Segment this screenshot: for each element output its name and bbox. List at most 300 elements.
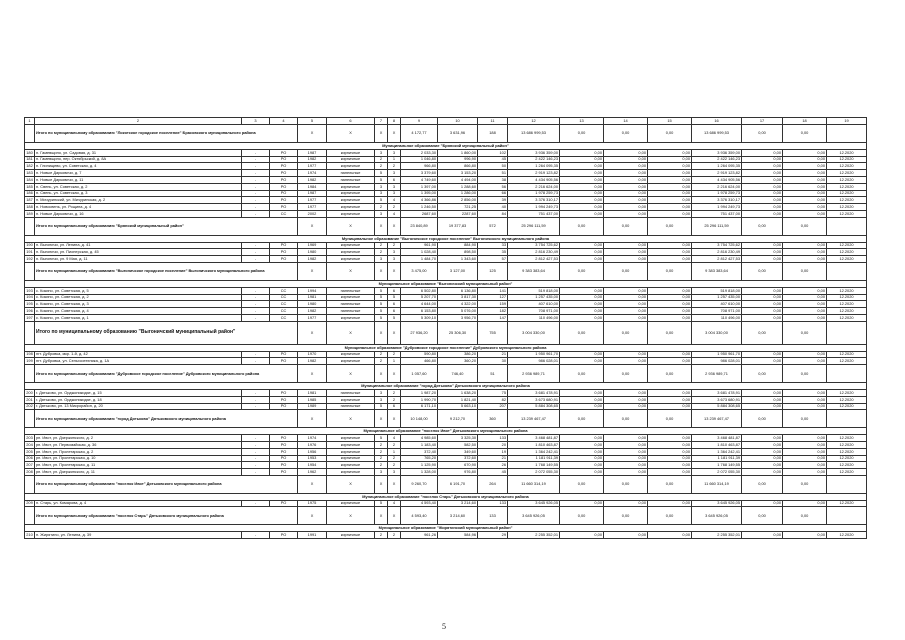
table-cell: 1 810 463,87	[692, 441, 742, 448]
table-cell: 264	[478, 475, 508, 493]
table-cell: 986 028,01	[508, 358, 560, 365]
table-cell: 1977	[298, 163, 327, 170]
table-cell: 1 257 435,00	[692, 294, 742, 301]
table-cell: 12.2020	[827, 469, 867, 476]
table-cell: 3	[375, 210, 388, 217]
table-cell: 19	[478, 448, 508, 455]
table-cell: 0,00	[783, 183, 827, 190]
table-row	[25, 210, 867, 217]
table-cell: 0,00	[560, 462, 604, 469]
table-cell: X	[388, 507, 401, 525]
table-cell: 2 422 146,23	[692, 156, 742, 163]
table-cell: 13 686 999,53	[692, 125, 742, 143]
table-body	[25, 118, 867, 539]
column-number: 12	[508, 118, 560, 125]
table-cell: 2 072 055,30	[692, 469, 742, 476]
column-number: 16	[692, 118, 742, 125]
table-cell: 182	[26, 163, 33, 169]
table-cell: панельные	[327, 308, 375, 315]
table-cell: кирпичные	[327, 256, 375, 263]
column-number: 17	[742, 118, 783, 125]
table-cell: 0,00	[604, 365, 648, 383]
table-cell: 1984	[298, 183, 327, 190]
table-cell: РО	[270, 156, 298, 163]
table-cell: РО	[270, 242, 298, 249]
table-cell: 0,00	[783, 249, 827, 256]
table-cell: 1 288,60	[438, 183, 478, 190]
table-cell: кирпичные	[327, 197, 375, 204]
table-cell: 208	[26, 468, 33, 474]
table-cell: 51	[478, 170, 508, 177]
table-row	[25, 163, 867, 170]
table-cell	[25, 410, 35, 428]
table-cell: 0,00	[783, 351, 827, 358]
table-cell: СС	[270, 314, 298, 321]
column-number: 15	[648, 118, 692, 125]
table-cell: 202	[26, 403, 33, 409]
column-number: 19	[827, 118, 867, 125]
table-cell: 0,00	[742, 365, 783, 383]
table-cell: 196	[26, 307, 33, 313]
table-cell: 3 214,60	[438, 507, 478, 525]
table-cell: 0,00	[560, 170, 604, 177]
table-cell: 0,00	[783, 500, 827, 507]
table-cell: 1975	[298, 500, 327, 507]
table-cell: 0,00	[742, 469, 783, 476]
table-cell: 0,00	[742, 149, 783, 156]
table-cell: 1976	[298, 441, 327, 448]
table-cell: 0,00	[783, 403, 827, 410]
table-cell: 203	[26, 434, 33, 440]
table-cell: 3 376 310,17	[692, 197, 742, 204]
table-row	[25, 396, 867, 403]
table-cell: 1974	[298, 435, 327, 442]
table-cell: 1 950 961,70	[692, 351, 742, 358]
table-cell: 1977	[298, 197, 327, 204]
table-cell: 755	[478, 321, 508, 344]
table-cell: 0,00	[560, 475, 604, 493]
table-cell: 0,00	[648, 149, 692, 156]
column-number-row	[25, 118, 867, 125]
table-cell: 0,00	[560, 403, 604, 410]
table-cell: 2	[375, 532, 388, 539]
municipality-name: Муниципальное образование "город Дятьково" Дятьковского муниципального района	[25, 383, 867, 390]
table-cell: X	[327, 125, 375, 143]
table-cell: 0,00	[604, 287, 648, 294]
table-cell: кирпичные	[327, 249, 375, 256]
table-cell: 12.2020	[827, 532, 867, 539]
table-cell: 12.2020	[827, 210, 867, 217]
table-cell: 0,00	[742, 125, 783, 143]
table-cell: 572	[478, 217, 508, 235]
table-cell: 6 191,70	[438, 475, 478, 493]
table-cell: 2 216 624,00	[508, 183, 560, 190]
table-cell: 5	[375, 176, 388, 183]
table-cell: кирпичные	[327, 294, 375, 301]
table-cell: X	[327, 262, 375, 280]
table-cell: 0,00	[783, 190, 827, 197]
table-cell: 0,00	[604, 294, 648, 301]
table-cell: РО	[270, 176, 298, 183]
table-cell: 188	[478, 125, 508, 143]
table-cell: 0,00	[648, 462, 692, 469]
table-cell: 0,00	[604, 507, 648, 525]
column-number: 13	[560, 118, 604, 125]
table-cell: X	[298, 365, 327, 383]
document-sheet	[24, 117, 866, 539]
table-cell: 1 484,70	[401, 256, 438, 263]
table-cell: 2	[375, 455, 388, 462]
table-cell: 12.2020	[827, 301, 867, 308]
page-number: 5	[442, 622, 446, 631]
table-cell: 751 437,00	[508, 210, 560, 217]
table-cell: 2	[375, 249, 388, 256]
table-cell: -	[242, 256, 270, 263]
table-cell: 1969	[298, 242, 327, 249]
table-cell: 1987	[298, 190, 327, 197]
table-cell: РО	[270, 358, 298, 365]
table-cell: 1 994 249,73	[692, 204, 742, 211]
table-cell: 1 125,90	[401, 462, 438, 469]
table-cell	[25, 507, 35, 525]
table-cell: 25 306,30	[438, 321, 478, 344]
table-cell: 0,00	[560, 190, 604, 197]
subtotal-row	[25, 262, 867, 280]
subtotal-label: Итого по муниципальному образованию "поселок Старь" Дятьковского муниципального района	[35, 507, 298, 525]
table-cell: 1985	[298, 396, 327, 403]
municipality-name: Муниципальное образование "Выгоничский муниципальный район"	[25, 280, 867, 287]
table-cell: 1991	[298, 532, 327, 539]
table-cell: 5 663,10	[438, 403, 478, 410]
table-cell: 23 840,89	[401, 217, 438, 235]
table-cell: РО	[270, 249, 298, 256]
table-cell: 0,00	[560, 441, 604, 448]
table-cell: 12.2020	[827, 435, 867, 442]
table-cell: 11 660 314,19	[692, 475, 742, 493]
table-cell: 1 810 463,87	[508, 441, 560, 448]
table-cell: 199	[26, 358, 33, 364]
municipality-header-row	[25, 235, 867, 242]
table-cell: 0,00	[560, 308, 604, 315]
table-cell: 133	[478, 507, 508, 525]
column-number: 4	[270, 118, 298, 125]
table-cell	[827, 321, 867, 344]
table-cell: -	[242, 308, 270, 315]
table-cell: 0,00	[783, 197, 827, 204]
table-cell: 12.2020	[827, 256, 867, 263]
table-cell: 2 936 989,71	[692, 365, 742, 383]
table-cell: п. Новосвень, ул. Рощина, д. 4	[35, 204, 242, 211]
table-cell: 1	[388, 448, 401, 455]
column-number: 11	[478, 118, 508, 125]
table-cell: 27 936,20	[401, 321, 438, 344]
table-cell: 2	[388, 242, 401, 249]
table-cell: 183	[26, 169, 33, 175]
table-cell: панельные	[327, 170, 375, 177]
table-cell: 12.2020	[827, 308, 867, 315]
table-cell: п. Свень, ул. Советская, д. 3	[35, 190, 242, 197]
table-cell: 0,00	[783, 210, 827, 217]
table-cell: 1 821,40	[438, 396, 478, 403]
table-cell: 5 884 308,65	[692, 403, 742, 410]
table-cell: 0,00	[742, 500, 783, 507]
table-cell: 187	[26, 197, 33, 203]
table-cell: 0,00	[648, 475, 692, 493]
table-cell: 2	[388, 532, 401, 539]
table-cell: 0,00	[560, 242, 604, 249]
table-cell: 2	[388, 204, 401, 211]
table-cell: 197	[26, 314, 33, 320]
table-cell: 0,00	[783, 358, 827, 365]
table-cell: 1 246,50	[401, 204, 438, 211]
table-cell: 1980	[298, 249, 327, 256]
table-cell: 407 610,00	[508, 301, 560, 308]
table-cell: 5	[375, 314, 388, 321]
table-cell: 3	[388, 170, 401, 177]
table-cell: 3 376 310,17	[508, 197, 560, 204]
table-cell: 0,00	[648, 217, 692, 235]
table-row	[25, 156, 867, 163]
table-cell: 1 286,00	[438, 190, 478, 197]
table-cell: 360	[478, 410, 508, 428]
table-row	[25, 441, 867, 448]
table-cell: 3 379,60	[401, 170, 438, 177]
table-cell: 133	[478, 435, 508, 442]
table-cell: 0,00	[783, 396, 827, 403]
table-cell: X	[375, 475, 388, 493]
table-cell: X	[327, 365, 375, 383]
municipality-header-row	[25, 493, 867, 500]
table-cell: пгт. Дубровка, мкр. 1-й, д. 42	[35, 351, 242, 358]
table-cell: 2 812 427,53	[692, 256, 742, 263]
table-cell: 193	[26, 287, 33, 293]
table-cell: РО	[270, 500, 298, 507]
table-cell: 0,00	[742, 435, 783, 442]
table-cell: СС	[270, 287, 298, 294]
table-cell: 12.2020	[827, 170, 867, 177]
table-cell: 13 239 467,47	[508, 410, 560, 428]
subtotal-label: Итого по муниципальному образованию "Дубровское городское поселение" Дубровского муниципального района	[35, 365, 298, 383]
table-cell: РО	[270, 163, 298, 170]
table-cell: 0,00	[783, 410, 827, 428]
subtotal-row	[25, 410, 867, 428]
table-cell: 1 994 249,73	[508, 204, 560, 211]
table-cell: 0,00	[560, 287, 604, 294]
subtotal-label: Итого по муниципальному образованию "Брянский муниципальный район"	[35, 217, 298, 235]
table-cell: 206	[26, 455, 33, 461]
table-cell: 12.2020	[827, 294, 867, 301]
table-cell: 0,00	[783, 262, 827, 280]
table-cell: 2287,60	[438, 210, 478, 217]
table-cell	[827, 410, 867, 428]
table-cell: 2	[375, 351, 388, 358]
table-cell: -	[242, 149, 270, 156]
table-cell: 209	[26, 500, 33, 506]
table-cell: 12.2020	[827, 500, 867, 507]
table-cell: 0,00	[742, 197, 783, 204]
table-cell: РО	[270, 149, 298, 156]
table-cell: 0,00	[742, 321, 783, 344]
table-cell: 12.2020	[827, 163, 867, 170]
table-cell: X	[327, 217, 375, 235]
table-cell: 0,00	[742, 204, 783, 211]
table-cell: 207	[26, 462, 33, 468]
table-cell: 884,90	[438, 242, 478, 249]
column-number: 18	[783, 118, 827, 125]
table-cell: рп. Ивот, ул. Пролетарская, д. 10	[35, 455, 242, 462]
table-cell: 39	[478, 197, 508, 204]
table-cell: 0,00	[560, 389, 604, 396]
table-cell: 0,00	[742, 462, 783, 469]
table-cell: 0,00	[560, 163, 604, 170]
table-cell: п. Жирятино, ул. Ленина, д. 39	[35, 532, 242, 539]
table-cell: X	[327, 321, 375, 344]
table-cell: 0,00	[783, 507, 827, 525]
table-cell: X	[298, 410, 327, 428]
table-cell: 133	[478, 500, 508, 507]
table-cell: с. Кокино, ул. Советская, д. 5	[35, 287, 242, 294]
table-cell: 45	[478, 469, 508, 476]
subtotal-row	[25, 125, 867, 143]
table-cell: 0,00	[560, 448, 604, 455]
table-cell: 12.2020	[827, 396, 867, 403]
table-cell: рп. Ивот, ул. Дзержинского, д. 11	[35, 469, 242, 476]
table-cell: 12.2020	[827, 287, 867, 294]
table-cell: X	[388, 365, 401, 383]
table-cell	[827, 262, 867, 280]
table-cell: 0,00	[560, 351, 604, 358]
table-cell: 1953	[298, 455, 327, 462]
table-cell: 2	[375, 163, 388, 170]
table-cell: 2	[375, 204, 388, 211]
table-cell: -	[242, 204, 270, 211]
table-cell: 5	[375, 403, 388, 410]
table-cell: п. Гамевщино, пер. Октябрьский, д. 8А	[35, 156, 242, 163]
table-cell: 746,40	[438, 365, 478, 383]
table-cell: 0,00	[560, 294, 604, 301]
table-cell: 1994	[298, 287, 327, 294]
table-cell: РО	[270, 435, 298, 442]
table-cell: 3 475,00	[401, 262, 438, 280]
table-cell: 0,00	[560, 197, 604, 204]
table-cell: РО	[270, 256, 298, 263]
table-cell: 1981	[298, 389, 327, 396]
table-cell: кирпичные	[327, 183, 375, 190]
table-cell: 0,00	[742, 410, 783, 428]
table-cell: РО	[270, 170, 298, 177]
table-cell: 3 673 680,91	[508, 396, 560, 403]
table-cell: 3 153,20	[438, 170, 478, 177]
table-cell: 3	[388, 469, 401, 476]
table-cell: 0,00	[648, 262, 692, 280]
table-cell: 1 768 149,55	[508, 462, 560, 469]
table-cell: 102	[478, 149, 508, 156]
table-cell: 0,00	[783, 435, 827, 442]
table-cell: 0,00	[560, 210, 604, 217]
municipality-name: Муниципальное образование "поселок Ивот" Дятьковского муниципального района	[25, 428, 867, 435]
table-cell: 0,00	[604, 249, 648, 256]
table-cell: 898,50	[438, 249, 478, 256]
table-cell: 0,00	[742, 249, 783, 256]
table-cell: РО	[270, 183, 298, 190]
table-cell: 0,00	[648, 441, 692, 448]
table-cell: 961,26	[401, 532, 438, 539]
table-cell: 0,00	[742, 210, 783, 217]
table-cell: 0,00	[783, 242, 827, 249]
table-cell: -	[242, 403, 270, 410]
table-cell: 127	[478, 294, 508, 301]
table-cell: 0,00	[560, 358, 604, 365]
table-cell: 1 364 242,41	[692, 448, 742, 455]
table-cell: 0,00	[604, 435, 648, 442]
table-cell: 0,00	[648, 455, 692, 462]
table-cell: РО	[270, 389, 298, 396]
table-cell: 0,00	[648, 410, 692, 428]
table-cell: кирпичные	[327, 190, 375, 197]
table-row	[25, 435, 867, 442]
table-cell: 1970	[298, 351, 327, 358]
table-cell: п. Новые Дарковичи, д. 11	[35, 176, 242, 183]
table-cell: рп. Ивот, ул. Пролетарская, д. 11	[35, 462, 242, 469]
table-cell: 0,00	[560, 262, 604, 280]
table-cell: 0,00	[648, 156, 692, 163]
table-cell: 2 422 146,23	[508, 156, 560, 163]
table-cell: 0,00	[783, 455, 827, 462]
table-cell: 0,00	[604, 163, 648, 170]
table-cell: 1977	[298, 314, 327, 321]
table-cell: -	[242, 462, 270, 469]
table-cell: -	[242, 435, 270, 442]
table-cell: 0,00	[604, 314, 648, 321]
column-number: 9	[401, 118, 438, 125]
table-cell: 1982	[298, 358, 327, 365]
table-cell: 0,00	[604, 358, 648, 365]
table-cell: 1982	[298, 256, 327, 263]
table-cell: 2	[375, 156, 388, 163]
table-cell: г. Дятьково, ул. 13 Микрорайон, д. 20	[35, 403, 242, 410]
table-row	[25, 204, 867, 211]
table-cell: 3	[375, 183, 388, 190]
table-cell	[827, 217, 867, 235]
table-cell: СС	[270, 294, 298, 301]
table-cell: 3	[388, 249, 401, 256]
table-cell: 12.2020	[827, 448, 867, 455]
table-cell: 3 673 680,91	[692, 396, 742, 403]
table-cell: 5 076,00	[438, 308, 478, 315]
table-cell: 29	[478, 532, 508, 539]
table-cell: 519 818,00	[508, 287, 560, 294]
table-cell	[25, 475, 35, 493]
table-cell: 12.2020	[827, 197, 867, 204]
municipality-header-row	[25, 280, 867, 287]
table-cell: 6 153,80	[401, 308, 438, 315]
table-cell: 0,00	[604, 125, 648, 143]
table-cell: 33	[478, 242, 508, 249]
table-cell: -	[242, 156, 270, 163]
table-cell: 1981	[298, 294, 327, 301]
table-cell: 0,00	[604, 308, 648, 315]
table-cell: X	[298, 125, 327, 143]
table-cell: X	[327, 475, 375, 493]
column-number: 7	[375, 118, 388, 125]
table-cell	[25, 125, 35, 143]
table-cell: 1 257 435,00	[508, 294, 560, 301]
table-cell: 125	[478, 262, 508, 280]
subtotal-row	[25, 507, 867, 525]
table-cell: кирпичные	[327, 156, 375, 163]
table-cell: 5	[375, 287, 388, 294]
table-cell: 1 978 259,73	[692, 190, 742, 197]
